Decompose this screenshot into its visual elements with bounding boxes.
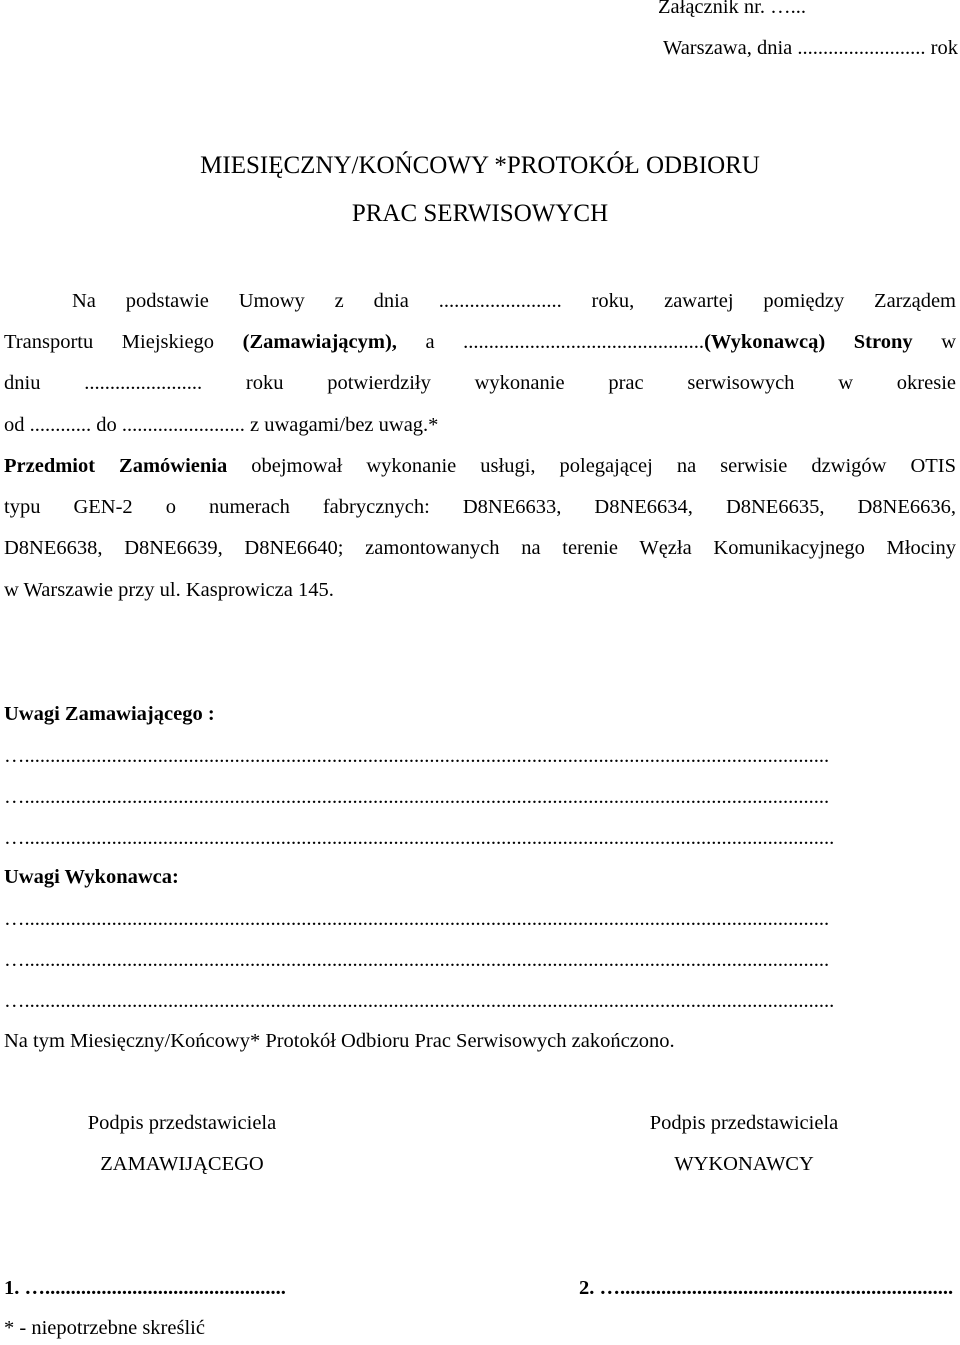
paragraph-1-line-3: dniu ....................... roku potwierdziły wykonanie prac serwisowych w okresie [4, 372, 956, 394]
text-segment: obejmował wykonanie usługi, polegającej na serwisie dzwigów OTIS [227, 455, 957, 477]
paragraph-1-line-4: od ............ do ........................ z uwagami/bez uwag.* [4, 414, 439, 436]
contractor-remarks-line: …............................................................................................................................................................. [4, 908, 830, 930]
client-remarks-line: …............................................................................................................................................................. [4, 786, 830, 808]
contractor-remarks-line: ….............................................................................................................................................................. [4, 990, 835, 1012]
closing-statement: Na tym Miesięczny/Końcowy* Protokół Odbioru Prac Serwisowych zakończono. [4, 1030, 675, 1052]
attachment-number: Załącznik nr. …... [658, 0, 807, 18]
contractor-signature-party: WYKONAWCY [674, 1153, 814, 1175]
paragraph-2-line-4: w Warszawie przy ul. Kasprowicza 145. [4, 579, 334, 601]
client-signature-line: 1. …............................................... [4, 1277, 286, 1299]
document-title-line2: PRAC SERWISOWYCH [351, 200, 609, 227]
client-remarks-line: ….............................................................................................................................................................. [4, 827, 835, 849]
paragraph-1-line-2 [4, 331, 956, 354]
text-segment: Transportu Miejskiego [4, 331, 243, 353]
text-segment: w [912, 331, 956, 353]
client-signature-label: Podpis przedstawiciela [87, 1112, 277, 1134]
contractor-signature-line: 2. …................................................................. [579, 1277, 954, 1299]
contractor-remarks-line: …............................................................................................................................................................. [4, 949, 830, 971]
text-segment: a ............................................... [396, 331, 705, 353]
contractor-signature-label: Podpis przedstawiciela [649, 1112, 839, 1134]
client-remarks-line: …............................................................................................................................................................. [4, 745, 830, 767]
paragraph-2-line-1 [4, 455, 956, 478]
contractor-role: (Wykonawcą) Strony [704, 331, 913, 353]
client-role: (Zamawiającym), [242, 331, 397, 353]
document-title-line1: MIESIĘCZNY/KOŃCOWY *PROTOKÓŁ ODBIORU [200, 152, 760, 179]
paragraph-2-line-2: typu GEN-2 o numerach fabrycznych: D8NE6633, D8NE6634, D8NE6635, D8NE6636, [4, 496, 956, 518]
place-and-date: Warszawa, dnia ......................... rok [663, 37, 958, 59]
contractor-remarks-heading: Uwagi Wykonawca: [4, 866, 179, 888]
client-remarks-heading: Uwagi Zamawiającego : [4, 703, 215, 725]
paragraph-2-line-3: D8NE6638, D8NE6639, D8NE6640; zamontowanych na terenie Węzła Komunikacyjnego Młociny [4, 537, 956, 559]
subject-label: Przedmiot Zamówienia [4, 455, 228, 477]
paragraph-1-line-1: Na podstawie Umowy z dnia ........................ roku, zawartej pomiędzy Zarządem [72, 290, 956, 312]
client-signature-party: ZAMAWIJĄCEGO [100, 1153, 264, 1175]
footnote: * - niepotrzebne skreślić [4, 1317, 205, 1339]
